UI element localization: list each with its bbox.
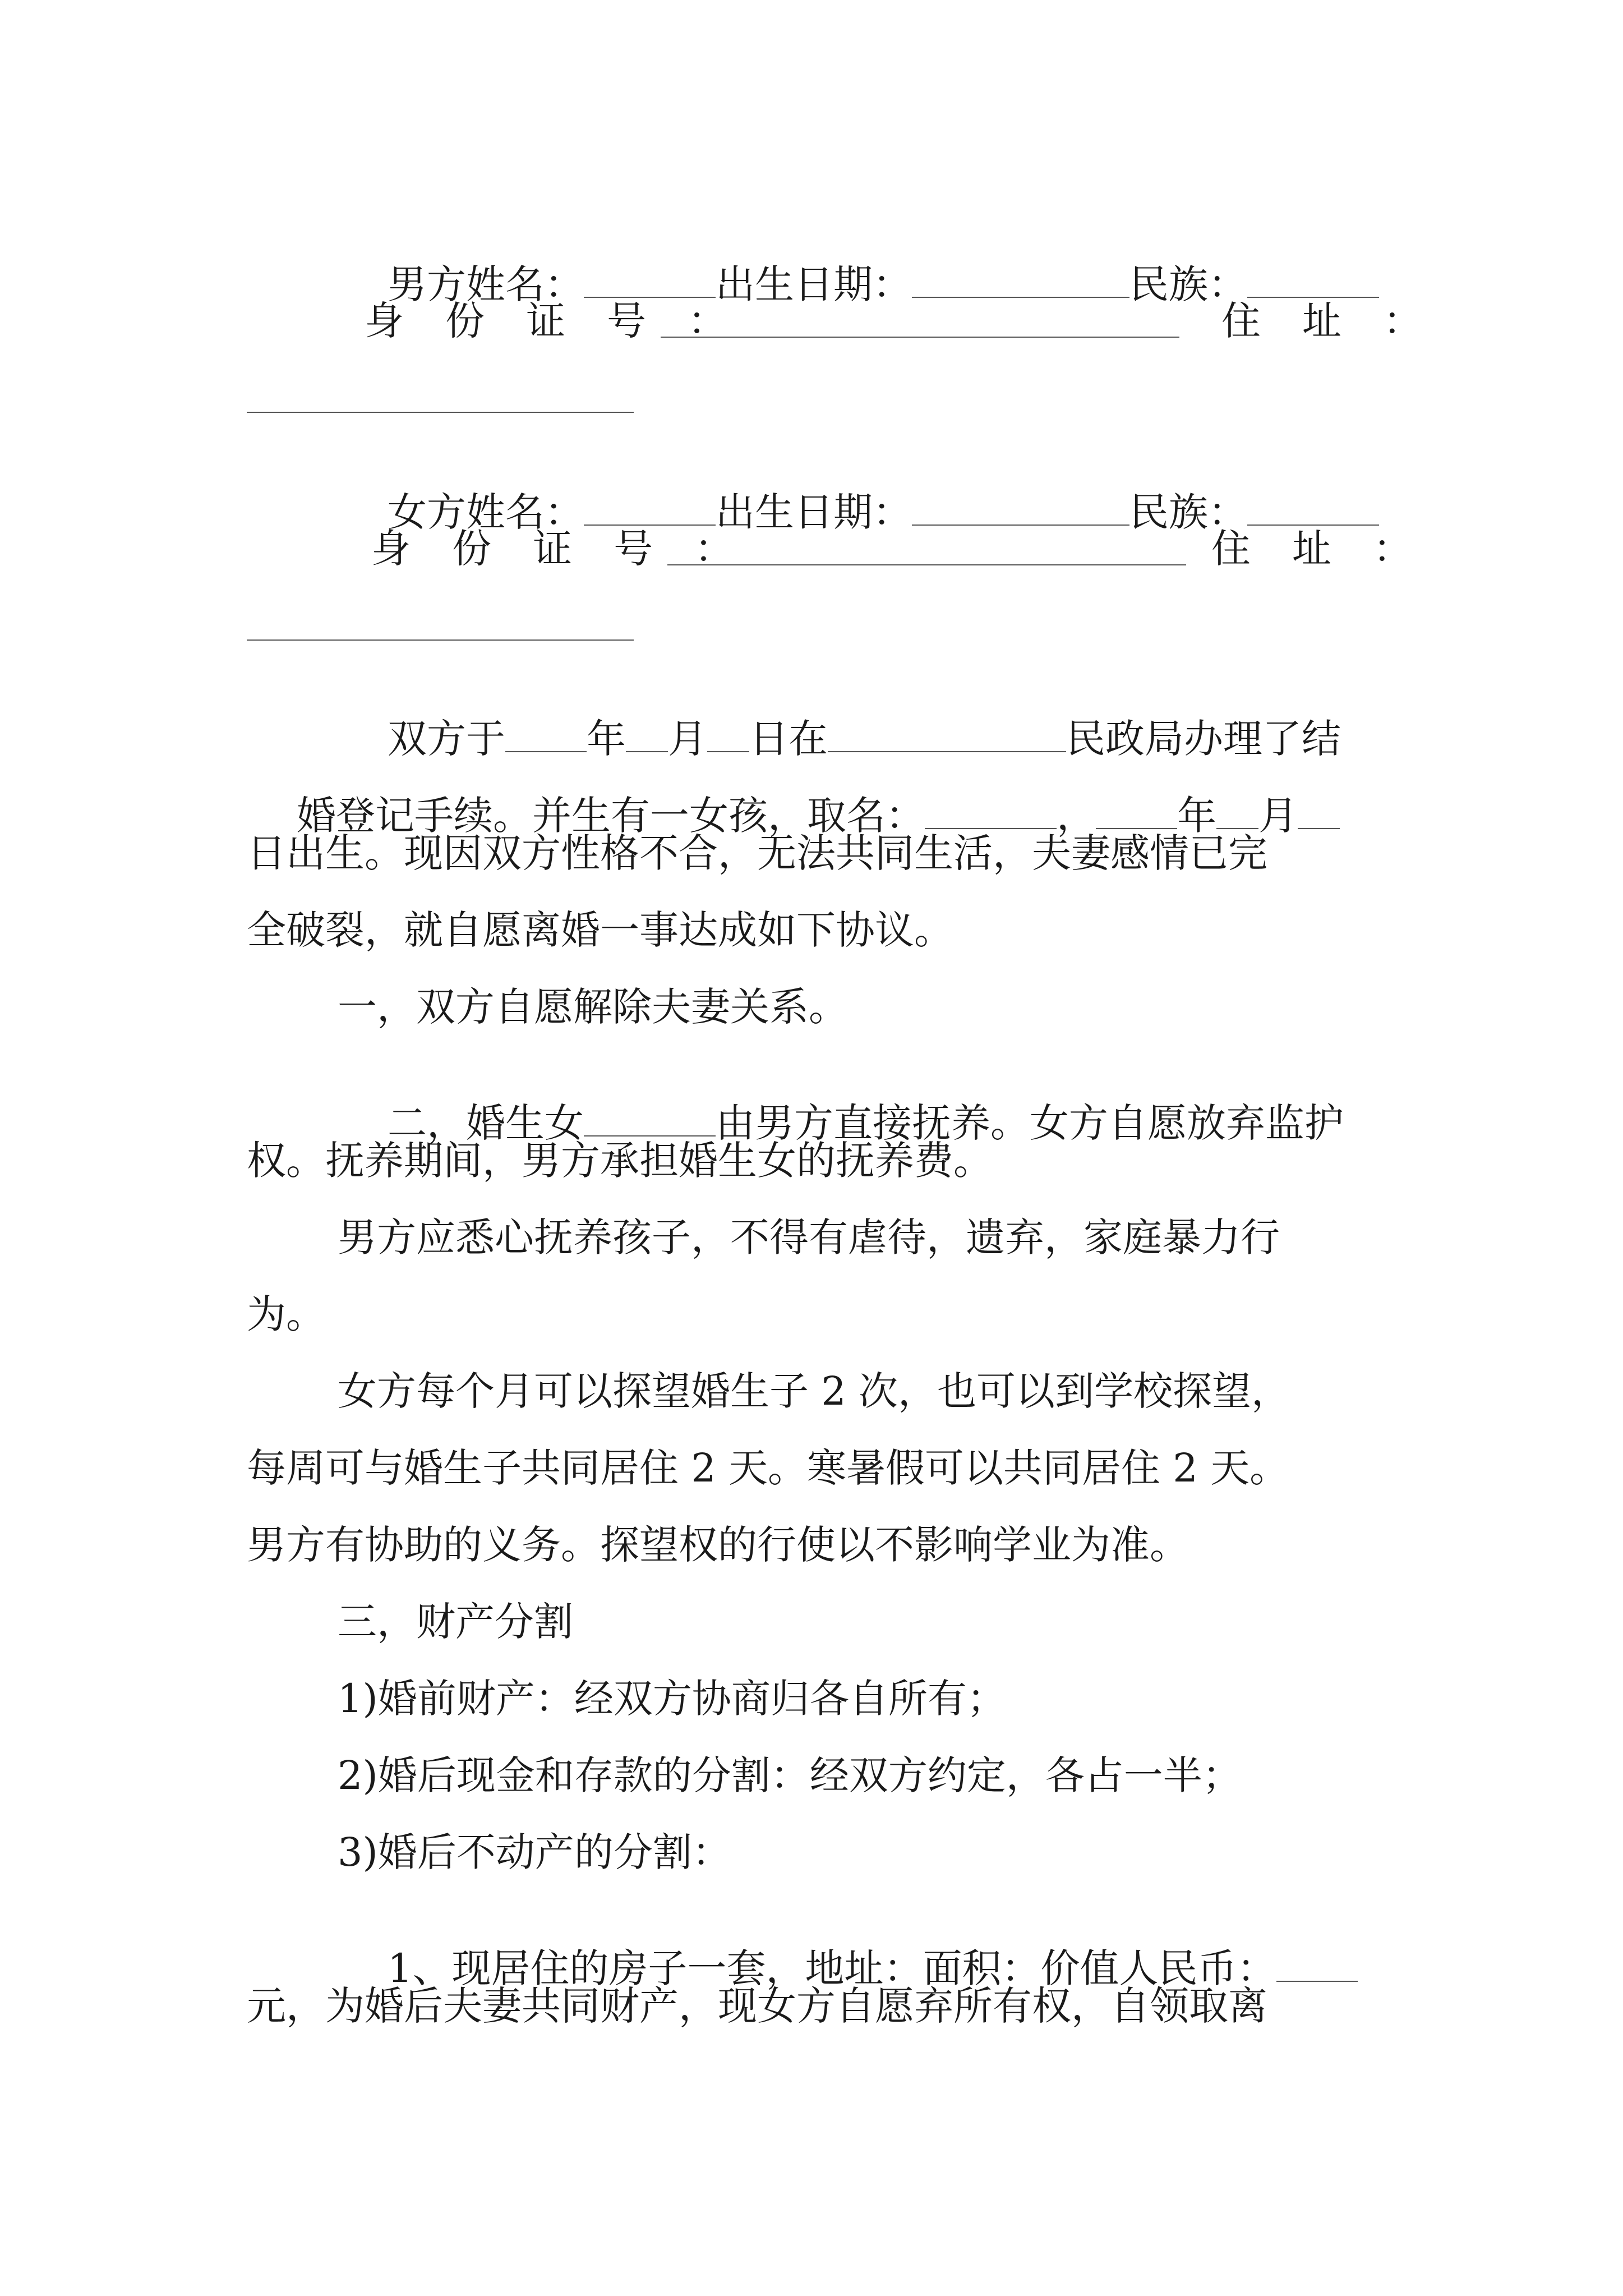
female-birth-label: 出生日期：	[716, 489, 912, 535]
paragraph-line-4: 全破裂，就自愿离婚一事达成如下协议。	[247, 907, 953, 953]
female-id-label: 身 份 证 号 ：	[371, 526, 749, 572]
p2-month-label: 月	[1258, 793, 1298, 839]
p1-year-label: 年	[587, 716, 626, 762]
male-name-label: 男方姓名：	[388, 261, 584, 307]
p2-month-blank	[1216, 827, 1258, 829]
item2-text-b: 由男方直接抚养。女方自愿放弃监护	[716, 1100, 1344, 1146]
p1-day-blank	[707, 751, 749, 752]
p1-text-a: 双方于	[388, 716, 506, 762]
item2-child-blank	[584, 1135, 716, 1137]
item2-text-a: 二，婚生女	[388, 1100, 584, 1146]
male-birth-blank	[912, 296, 1129, 298]
male-id-blank	[661, 337, 1179, 338]
care-line-1: 男方应悉心抚养孩子，不得有虐待，遗弃，家庭暴力行	[338, 1214, 1280, 1260]
p1-month-label: 月	[668, 716, 708, 762]
p1-bureau-blank	[828, 751, 1066, 752]
house-value-blank	[1276, 1980, 1358, 1982]
male-ethnicity-label: 民族：	[1129, 261, 1248, 307]
paragraph-line-3: 日出生。现因双方性格不合，无法共同生活，夫妻感情已完	[247, 830, 1267, 876]
p2-day-blank	[1298, 827, 1340, 829]
p2-childname-blank	[925, 827, 1057, 829]
male-address-label: 住 址 ：	[1221, 298, 1437, 344]
p1-year-blank	[505, 751, 587, 752]
property-3: 3)婚后不动产的分割：	[338, 1829, 731, 1875]
female-id-blank	[667, 564, 1186, 565]
female-name-label: 女方姓名：	[388, 489, 584, 535]
item-one: 一，双方自愿解除夫妻关系。	[338, 984, 848, 1030]
house-line-2: 元，为婚后夫妻共同财产，现女方自愿弃所有权，自领取离	[247, 1983, 1267, 2029]
p1-day-label: 日在	[749, 716, 828, 762]
p1-month-blank	[626, 751, 668, 752]
p2-comma: ，	[1057, 793, 1096, 839]
visit-line-2: 每周可与婚生子共同居住 2 天。寒暑假可以共同居住 2 天。	[247, 1445, 1289, 1491]
house-text-a: 1、现居住的房子一套，地址：面积：价值人民币：	[388, 1945, 1276, 1991]
female-address-blank	[247, 639, 634, 641]
p2-year-blank	[1096, 827, 1177, 829]
visit-line-1: 女方每个月可以探望婚生子 2 次，也可以到学校探望，	[338, 1368, 1291, 1414]
female-address-label: 住 址 ：	[1211, 526, 1427, 572]
property-2: 2)婚后现金和存款的分割：经双方约定，各占一半；	[338, 1752, 1242, 1798]
female-birth-blank	[912, 524, 1129, 526]
item-two-line-2: 权。抚养期间，男方承担婚生女的抚养费。	[247, 1138, 993, 1184]
p2-text-a: 婚登记手续。并生有一女孩，取名：	[297, 793, 925, 839]
male-id-label: 身 份 证 号 ：	[365, 298, 742, 344]
female-ethnicity-label: 民族：	[1129, 489, 1248, 535]
item-three: 三，财产分割	[338, 1599, 573, 1645]
visit-line-3: 男方有协助的义务。探望权的行使以不影响学业为准。	[247, 1522, 1189, 1568]
male-address-blank	[247, 412, 634, 413]
p2-year-label: 年	[1177, 793, 1217, 839]
p1-text-b: 民政局办理了结	[1066, 716, 1341, 762]
male-birth-label: 出生日期：	[716, 261, 912, 307]
property-1: 1)婚前财产：经双方协商归各自所有；	[338, 1676, 1006, 1722]
care-line-2: 为。	[247, 1291, 325, 1337]
